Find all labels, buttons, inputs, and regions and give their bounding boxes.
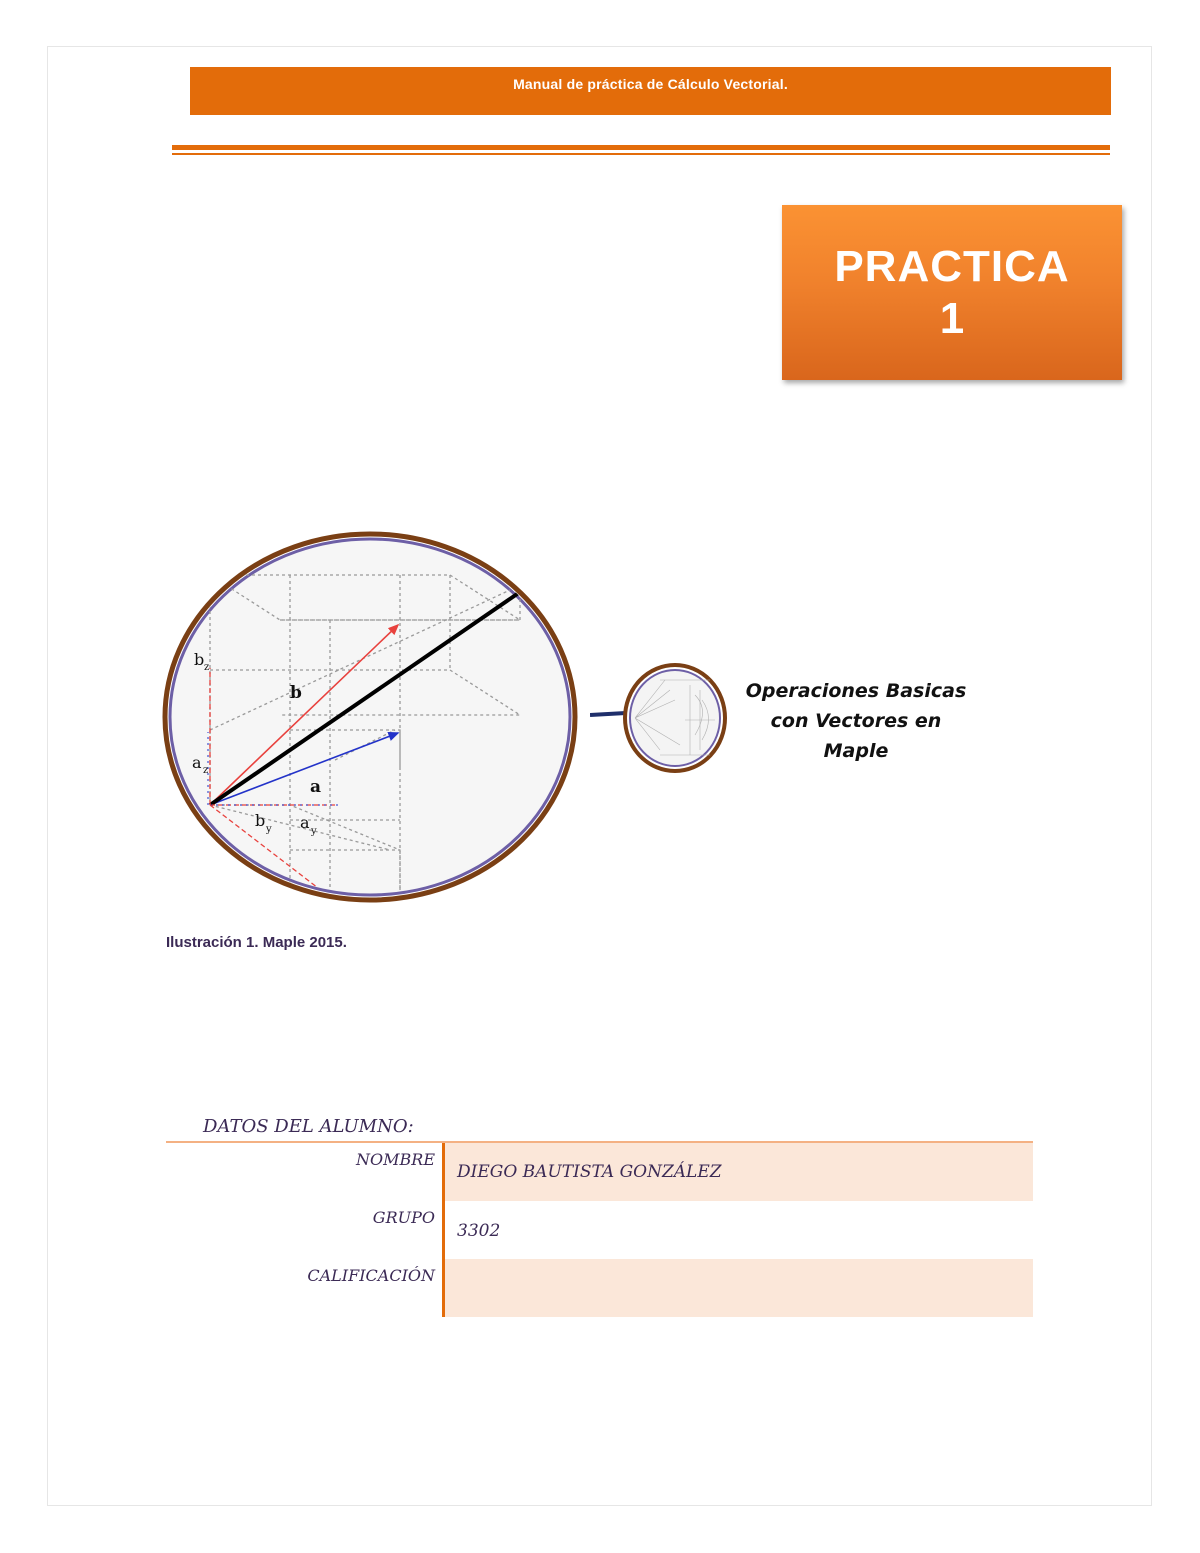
bubble-line-2: con Vectores en	[770, 710, 942, 732]
zoom-inner-ring	[630, 670, 720, 766]
inner-ring	[170, 539, 570, 895]
row-calificacion-bg	[445, 1259, 1033, 1317]
value-nombre: DIEGO BAUTISTA GONZÁLEZ	[457, 1162, 722, 1182]
practica-title-box	[782, 205, 1122, 380]
label-by: b	[255, 811, 266, 830]
figure-caption: Ilustración 1. Maple 2015.	[166, 934, 347, 951]
header-rule	[172, 145, 1110, 150]
vector-illustration	[160, 520, 600, 920]
bubble-line-1: Operaciones Basicas	[745, 680, 967, 702]
label-a: a	[310, 777, 322, 797]
bubble-text	[728, 676, 984, 766]
value-grupo: 3302	[457, 1221, 501, 1241]
row-grupo-bg	[445, 1201, 1033, 1259]
label-nombre: NOMBRE	[356, 1150, 435, 1169]
header-rule-thin	[172, 153, 1110, 155]
header-title: Manual de práctica de Cálculo Vectorial.	[513, 76, 788, 92]
student-data-title: DATOS DEL ALUMNO:	[203, 1116, 414, 1137]
label-bz-sub: z	[204, 662, 210, 673]
label-ay-sub: y	[311, 826, 317, 837]
label-az: a	[192, 753, 202, 772]
practica-number: 1	[939, 293, 965, 343]
label-bz: b	[194, 650, 205, 669]
bubble-line-3: Maple	[823, 740, 889, 762]
connector-line	[590, 713, 626, 715]
practica-label: PRACTICA	[834, 241, 1070, 291]
label-b: b	[290, 683, 302, 703]
header-bar	[190, 67, 1111, 115]
zoom-bubble	[590, 660, 740, 780]
label-by-sub: y	[266, 824, 272, 835]
label-calificacion: CALIFICACIÓN	[307, 1266, 435, 1285]
label-az-sub: z	[203, 765, 209, 776]
student-data-divider	[442, 1143, 445, 1317]
label-grupo: GRUPO	[372, 1208, 435, 1227]
label-ay: a	[300, 813, 310, 832]
